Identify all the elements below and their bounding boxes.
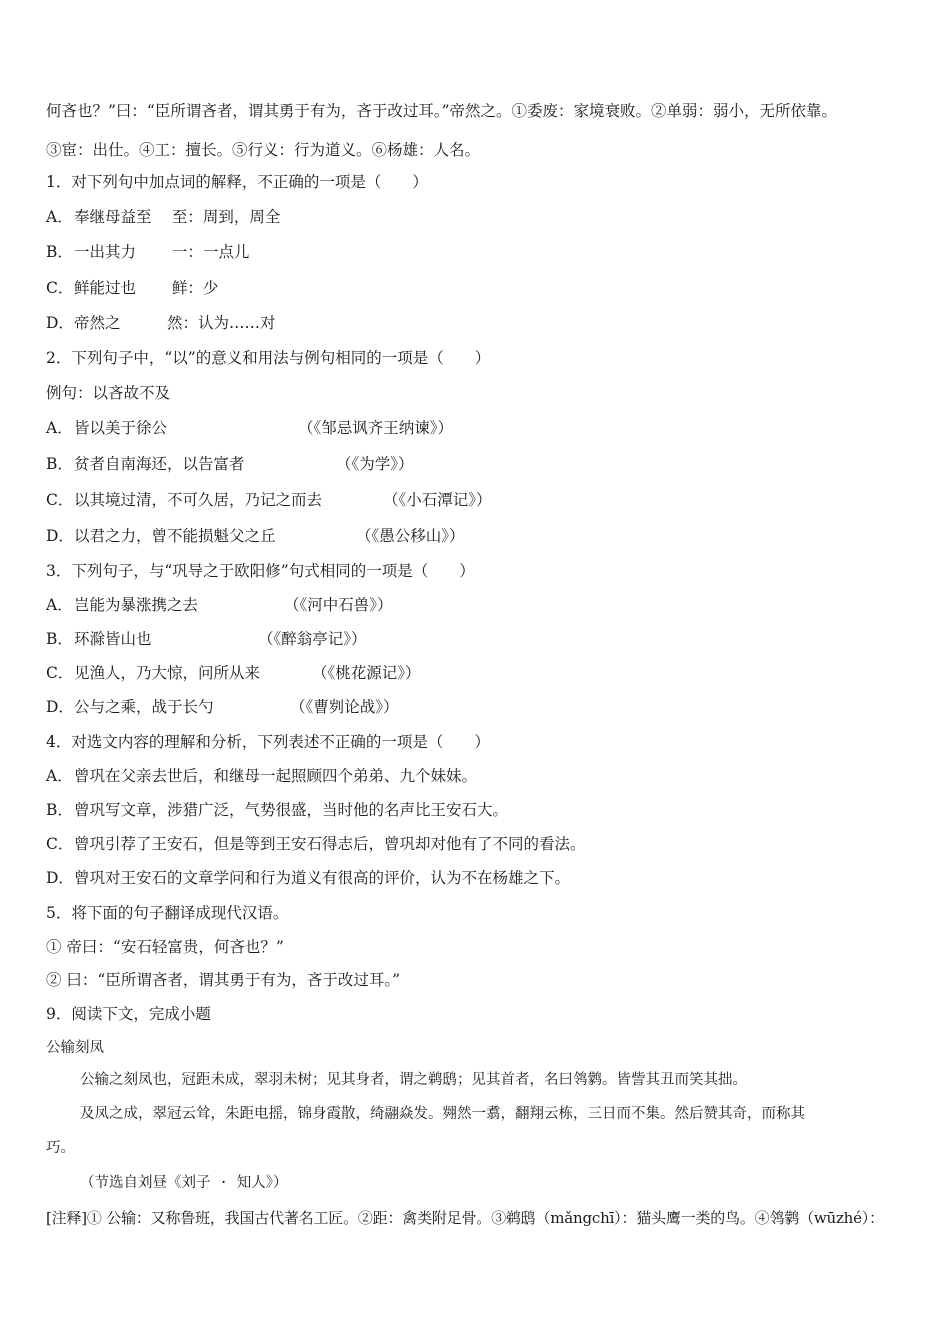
option-text: 贫者自南海还，以告富者 [74,455,245,473]
question-2-example: 例句：以吝故不及 [46,384,171,402]
option-source: （《愚公移山》） [356,527,465,545]
option-label: A． [46,596,73,614]
question-2-option-d [46,526,910,546]
option-text: 环滁皆山也 [74,630,152,648]
option-label: A． [46,208,73,226]
option-label: C． [46,664,74,682]
passage-source: （节选自刘昼《刘子 · 知人》） [80,1175,288,1191]
option-source: （《小石潭记》） [383,491,492,509]
option-source: （《桃花源记》） [312,664,421,682]
question-3-option-b [46,629,910,649]
option-label: C． [46,835,74,853]
option-label: B． [46,630,73,648]
option-label: D． [46,527,74,545]
option-text: 曾巩写文章，涉猎广泛，气势很盛，当时他的名声比王安石大。 [74,801,509,819]
question-4-option-b [46,800,910,820]
option-text: 鲜能过也 鲜：少 [74,279,219,297]
question-1-option-a [46,207,910,227]
option-text: 帝然之 然：认为……对 [74,314,276,332]
question-4-option-c [46,834,910,854]
question-5-item-2: ② 曰：“臣所谓吝者，谓其勇于有为，吝于改过耳。” [46,971,401,989]
option-label: C． [46,491,74,509]
option-text: 一出其力 一：一点儿 [74,243,250,261]
question-3-option-c [46,663,910,683]
question-9-stem: 9．阅读下文，完成小题 [46,1005,211,1023]
option-text: 以其境过清，不可久居，乃记之而去 [74,491,323,509]
question-1-option-d [46,313,910,333]
option-source: （《河中石兽》） [284,596,393,614]
option-text: 曾巩引荐了王安石，但是等到王安石得志后，曾巩却对他有了不同的看法。 [74,835,586,853]
option-text: 公与之乘，战于长勺 [74,698,214,716]
question-1-option-c [46,278,910,298]
option-label: B． [46,455,73,473]
question-1-option-b [46,242,910,262]
option-source: （《邹忌讽齐王纳谏》） [298,419,454,437]
option-source: （《醉翁亭记》） [258,630,367,648]
question-3-stem: 3．下列句子，与“巩导之于欧阳修”句式相同的一项是（ ） [46,562,475,580]
option-text: 以君之力，曾不能损魁父之丘 [74,527,276,545]
option-label: A． [46,419,73,437]
option-text: 皆以美于徐公 [74,419,168,437]
question-5-item-1: ① 帝曰：“安石轻富贵，何吝也？” [46,938,284,956]
option-source: （《曹刿论战》） [290,698,399,716]
text-line: ③宦：出仕。④工：擅长。⑤行义：行为道义。⑥杨雄：人名。 [46,141,481,159]
passage-paragraph-2-continued: 巧。 [46,1140,75,1156]
option-label: B． [46,243,73,261]
text-line: 何吝也？”曰：“臣所谓吝者，谓其勇于有为，吝于改过耳。”帝然之。①委废：家境衰败。②单弱：弱小，无所依靠。 [46,102,838,120]
question-4-option-d [46,868,910,888]
option-label: D． [46,698,74,716]
question-4-stem: 4．对选文内容的理解和分析，下列表述不正确的一项是（ ） [46,733,490,751]
option-label: D． [46,314,74,332]
option-text: 奉继母益至 至：周到，周全 [74,208,281,226]
option-text: 岂能为暴涨携之去 [74,596,199,614]
option-text: 见渔人，乃大惊，问所从来 [74,664,261,682]
option-text: 曾巩对王安石的文章学问和行为道义有很高的评价，认为不在杨雄之下。 [74,869,571,887]
question-1-stem: 1．对下列句中加点词的解释，不正确的一项是（ ） [46,173,428,191]
option-label: C． [46,279,74,297]
passage-paragraph-2: 及凤之成，翠冠云耸，朱距电摇，锦身霞散，绮翮焱发。翙然一翥，翻翔云栋，三日而不集。然后赞其奇，而称其 [80,1106,805,1122]
option-source: （《为学》） [336,455,414,473]
option-text: 曾巩在父亲去世后，和继母一起照顾四个弟弟、九个妹妹。 [74,767,478,785]
question-3-option-d [46,697,910,717]
question-2-stem: 2．下列句子中，“以”的意义和用法与例句相同的一项是（ ） [46,349,491,367]
question-4-option-a [46,766,910,786]
option-label: D． [46,869,74,887]
option-label: A． [46,767,73,785]
question-2-option-b [46,454,910,474]
passage-title: 公输刻凤 [46,1040,104,1056]
question-5-stem: 5．将下面的句子翻译成现代汉语。 [46,904,289,922]
question-2-option-a [46,418,910,438]
passage-notes: [注释]① 公输：又称鲁班，我国古代著名工匠。②距：禽类附足骨。③鹈鸱（mǎngchī）：猫头鹰一类的鸟。④鸰鹲（wūzhé）： [46,1209,884,1227]
passage-paragraph-1: 公输之刻凤也，冠距未成，翠羽未树；见其身者，谓之鹈鸱；见其首者，名曰鸰鹲。皆訾其丑而笑其拙。 [80,1072,747,1088]
option-label: B． [46,801,73,819]
question-2-option-c [46,490,910,510]
question-3-option-a [46,595,910,615]
